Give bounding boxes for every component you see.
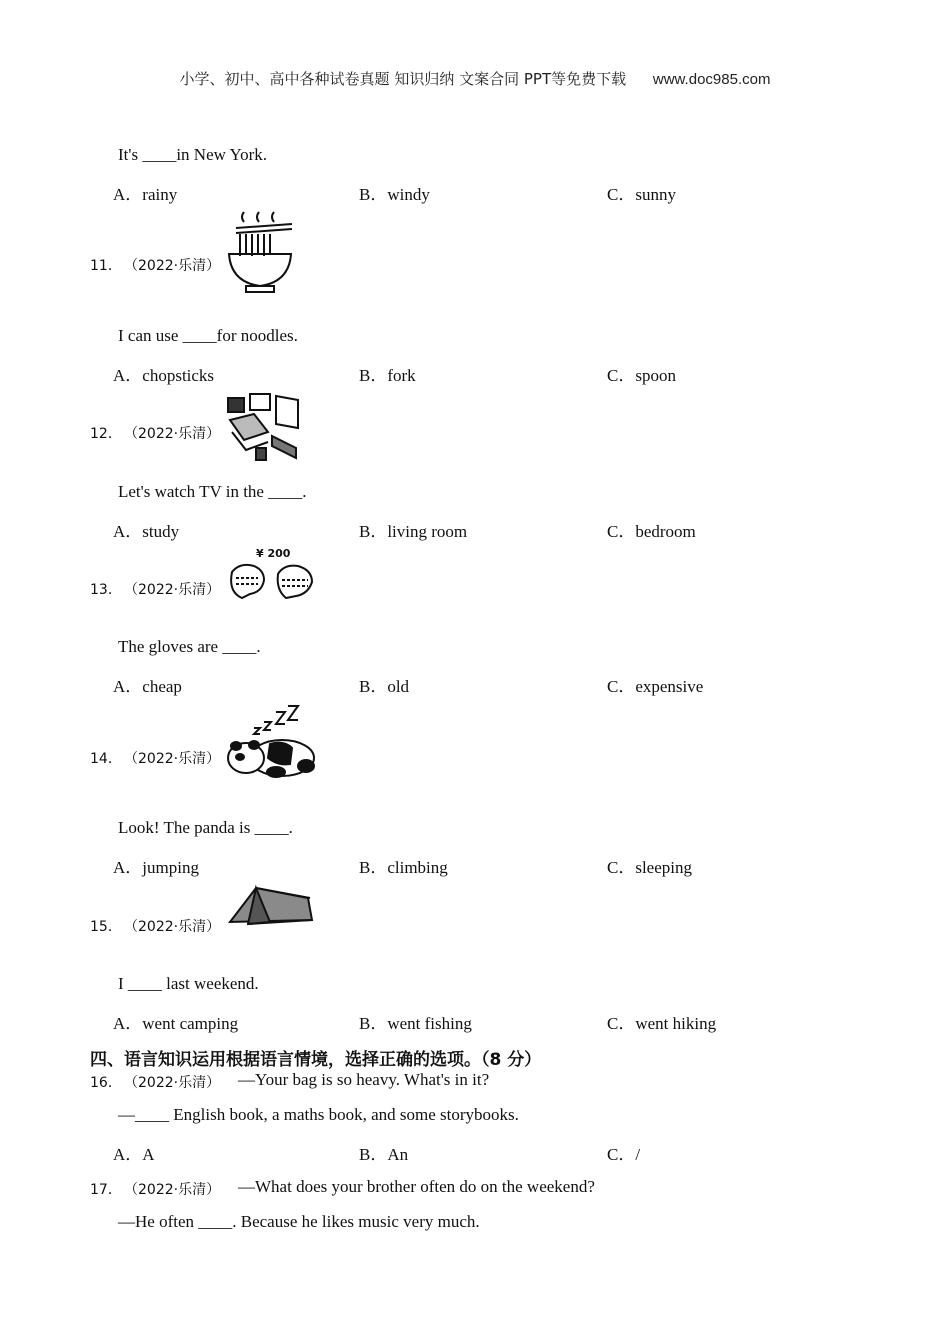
q14-source: （2022·乐清） <box>124 751 221 767</box>
q10-stem: It's ____in New York. <box>118 145 267 164</box>
q14-number: 14． <box>90 751 122 767</box>
q16-line1: —Your bag is so heavy. What's in it? <box>238 1070 490 1089</box>
q17-source: （2022·乐清） <box>124 1182 221 1198</box>
q17-number: 17． <box>90 1182 122 1198</box>
q15-stem: I ____ last weekend. <box>118 974 259 993</box>
q13-option-a[interactable]: A．cheap <box>113 677 182 696</box>
q14-option-b[interactable]: B．climbing <box>359 858 448 877</box>
q16-source: （2022·乐清） <box>124 1075 221 1091</box>
q13-source: （2022·乐清） <box>124 582 221 598</box>
q12-source: （2022·乐清） <box>124 426 221 442</box>
q16-line2: —____ English book, a maths book, and some storybooks. <box>118 1105 519 1124</box>
q15-option-b[interactable]: B．went fishing <box>359 1014 472 1033</box>
q11-stem: I can use ____for noodles. <box>118 326 298 345</box>
q10-option-c[interactable]: C．sunny <box>607 185 676 204</box>
q15-option-c[interactable]: C．went hiking <box>607 1014 717 1033</box>
q10-option-a[interactable]: A．rainy <box>113 185 178 204</box>
q11-number: 11． <box>90 258 122 274</box>
q17-line1: —What does your brother often do on the weekend? <box>238 1177 595 1196</box>
tent-icon <box>226 882 314 928</box>
q15-number: 15． <box>90 919 122 935</box>
q14-option-c[interactable]: C．sleeping <box>607 858 692 877</box>
q11-option-a[interactable]: A．chopsticks <box>113 366 215 385</box>
q12-number: 12． <box>90 426 122 442</box>
q10-option-b[interactable]: B．windy <box>359 185 430 204</box>
gloves-icon <box>228 560 318 600</box>
q13-option-c[interactable]: C．expensive <box>607 677 704 696</box>
q16-number: 16． <box>90 1075 122 1091</box>
q16-option-b[interactable]: B．An <box>359 1145 409 1164</box>
sleeping-panda-icon <box>226 704 318 780</box>
q13-price-tag: ¥ 200 <box>256 547 291 560</box>
q15-source: （2022·乐清） <box>124 919 221 935</box>
q14-stem: Look! The panda is ____. <box>118 818 293 837</box>
q16-option-a[interactable]: A．A <box>113 1145 155 1164</box>
q12-option-b[interactable]: B．living room <box>359 522 468 541</box>
q11-option-b[interactable]: B．fork <box>359 366 416 385</box>
q16-option-c[interactable]: C．/ <box>607 1145 641 1164</box>
living-room-icon <box>226 392 304 464</box>
q11-option-c[interactable]: C．spoon <box>607 366 676 385</box>
q12-option-a[interactable]: A．study <box>113 522 180 541</box>
q13-option-b[interactable]: B．old <box>359 677 410 696</box>
header-title: 小学、初中、高中各种试卷真题 知识归纳 文案合同 PPT等免费下载 <box>179 70 627 88</box>
header-site: www.doc985.com <box>652 71 771 88</box>
noodle-bowl-icon <box>226 210 296 296</box>
q11-source: （2022·乐清） <box>124 258 221 274</box>
section-4-title: 四、语言知识运用根据语言情境，选择正确的选项。（8 分） <box>90 1050 542 1070</box>
q14-option-a[interactable]: A．jumping <box>113 858 199 877</box>
q13-stem: The gloves are ____. <box>118 637 261 656</box>
q12-option-c[interactable]: C．bedroom <box>607 522 696 541</box>
q12-stem: Let's watch TV in the ____. <box>118 482 307 501</box>
q13-number: 13． <box>90 582 122 598</box>
q15-option-a[interactable]: A．went camping <box>113 1014 239 1033</box>
page-header <box>0 68 950 89</box>
q17-line2: —He often ____. Because he likes music very much. <box>118 1212 480 1231</box>
